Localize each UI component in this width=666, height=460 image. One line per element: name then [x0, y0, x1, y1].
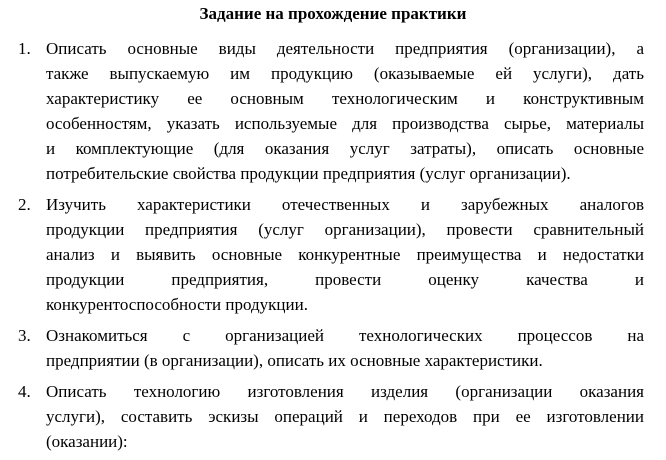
item-number: 1.: [18, 39, 31, 58]
item-text-line: (оказании):: [46, 432, 128, 451]
item-text-line: потребительские свойства продукции предприятия (услуг организации).: [46, 164, 571, 183]
list-item-1: [0, 36, 666, 186]
item-text-line: также выпускаемую им продукцию (оказываемые ей услуги), дать: [46, 64, 644, 83]
item-number: 4.: [18, 382, 31, 401]
item-text-line: характеристику ее основным технологическим и конструктивным: [46, 89, 644, 108]
item-text-line: предприятии (в организации), описать их основные характеристики.: [46, 351, 543, 370]
item-text-line: услуги), составить эскизы операций и переходов при ее изготовлении: [46, 407, 644, 426]
item-number: 3.: [18, 326, 31, 345]
item-text-line: Ознакомиться с организацией технологических процессов на: [46, 326, 644, 345]
item-text-line: конкурентоспособности продукции.: [46, 295, 308, 314]
document-title: Задание на прохождение практики: [199, 4, 467, 23]
list-item-4: [0, 379, 666, 454]
list-item-2: [0, 192, 666, 317]
item-number: 2.: [18, 195, 31, 214]
item-text-line: Описать технологию изготовления изделия (организации оказания: [46, 382, 644, 401]
task-list: [0, 36, 666, 460]
item-text-line: Описать основные виды деятельности предприятия (организации), а: [46, 39, 644, 58]
item-text-line: особенностям, указать используемые для производства сырье, материалы: [46, 114, 644, 133]
item-text-line: и комплектующие (для оказания услуг затраты), описать основные: [46, 139, 644, 158]
item-text-line: продукции предприятия, провести оценку качества и: [46, 270, 644, 289]
list-item-3: [0, 323, 666, 373]
item-text-line: продукции предприятия (услуг организации), провести сравнительный: [46, 220, 644, 239]
item-text-line: анализ и выявить основные конкурентные преимущества и недостатки: [46, 245, 644, 264]
item-text-line: Изучить характеристики отечественных и зарубежных аналогов: [46, 195, 644, 214]
